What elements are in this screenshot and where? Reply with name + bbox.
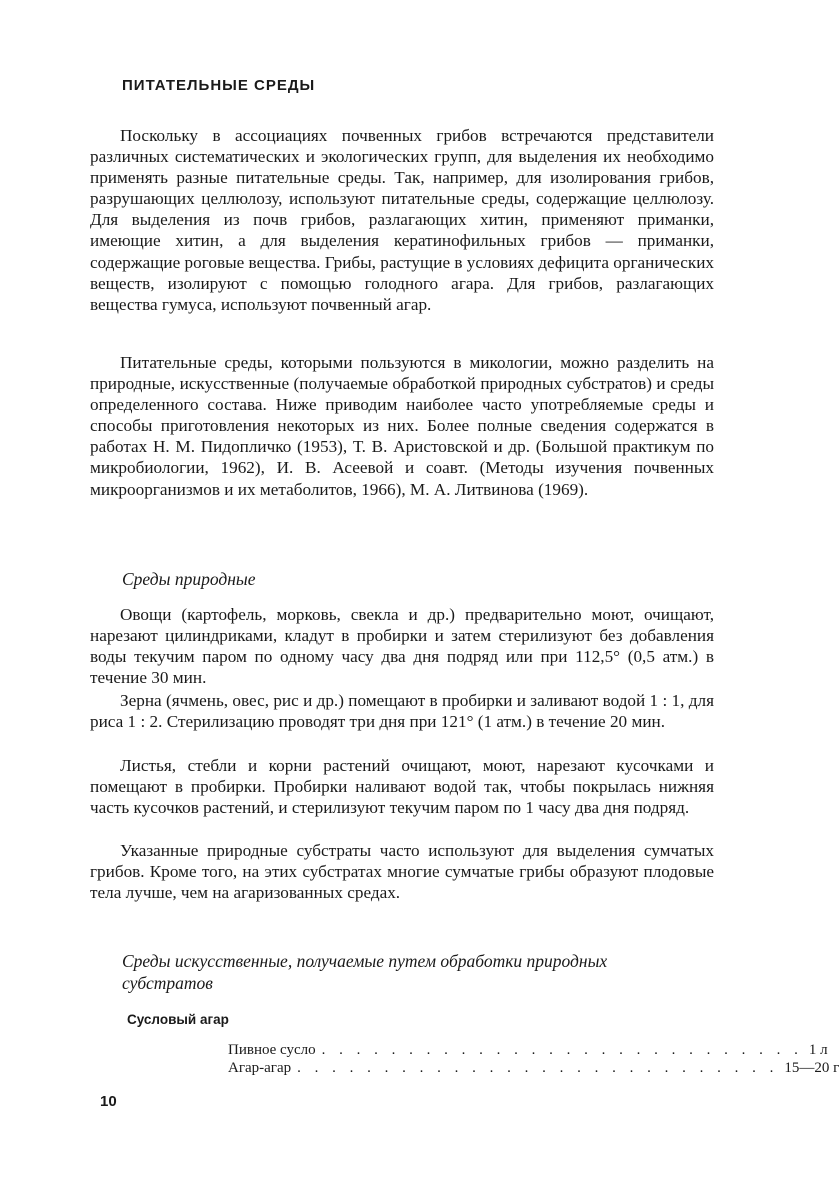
natural-media-paragraph-3: Листья, стебли и корни растений очищают, моют, нарезают кусочками и помещают в пробирки. Пробирки наливают водой так, чтобы покрылась нижняя часть кусочков растений, и стерилизуют текучим паром по 1 часу два дня подряд. [90, 756, 714, 818]
leader-dots: . . . . . . . . . . . . . . . . . . . . . . . . . . . . [321, 1042, 803, 1058]
ingredient-name: Агар-агар [228, 1060, 292, 1076]
recipe-title: Сусловый агар [127, 1012, 229, 1027]
ingredient-row [228, 1042, 828, 1062]
page-number: 10 [100, 1093, 117, 1110]
ingredient-amount: 1 л [808, 1042, 828, 1058]
intro-paragraph-1: Поскольку в ассоциациях почвенных грибов встречаются представители различных систематических и экологических групп, для выделения их необходимо применять разные питательные среды. Так, например, для изолирования грибов, разрушающих целлюлозу, используют питательные среды, содержащие целлюлозу. Для выделения из почв грибов, разлагающих хитин, применяют приманки, имеющие хитин, а для выделения кератинофильных грибов — приманки, содержащие роговые вещества. Грибы, растущие в условиях дефицита органических веществ, изолируют с помощью голодного агара. Для грибов, разлагающих вещества гумуса, используют почвенный агар. [90, 126, 714, 314]
natural-media-paragraph-2: Зерна (ячмень, овес, рис и др.) помещают в пробирки и заливают водой 1 : 1, для риса 1 : 2. Стерилизацию проводят три дня при 121° (1 атм.) в течение 20 мин. [90, 691, 714, 732]
section-title-artificial-media: Среды искусственные, получаемые путем обработки природных субстратов [122, 951, 608, 993]
ingredient-amount: 15—20 г [784, 1060, 840, 1076]
natural-media-paragraph-4: Указанные природные субстраты часто используют для выделения сумчатых грибов. Кроме того, на этих субстратах многие сумчатые грибы образуют плодовые тела лучше, чем на агаризованных средах. [90, 841, 714, 903]
leader-dots: . . . . . . . . . . . . . . . . . . . . . . . . . . . . [297, 1060, 779, 1076]
section-title-natural-media: Среды природные [122, 569, 256, 589]
page-heading: ПИТАТЕЛЬНЫЕ СРЕДЫ [122, 77, 316, 94]
intro-paragraph-2: Питательные среды, которыми пользуются в микологии, можно разделить на природные, искусственные (получаемые обработкой природных субстратов) и среды определенного состава. Ниже приводим наиболее часто употребляемые среды и способы приготовления некоторых из них. Более полные сведения содержатся в работах Н. М. Пидопличко (1953), Т. В. Аристовской и др. (Большой практикум по микробиологии, 1962), И. В. Асеевой и соавт. (Методы изучения почвенных микроорганизмов и их метаболитов, 1966), М. А. Литвинова (1969). [90, 353, 714, 499]
ingredient-row [228, 1060, 840, 1080]
ingredient-name: Пивное сусло [228, 1042, 316, 1058]
natural-media-paragraph-1: Овощи (картофель, морковь, свекла и др.) предварительно моют, очищают, нарезают цилиндриками, кладут в пробирки и затем стерилизуют без добавления воды текучим паром по одному часу два дня подряд или при 112,5° (0,5 атм.) в течение 30 мин. [90, 605, 714, 688]
